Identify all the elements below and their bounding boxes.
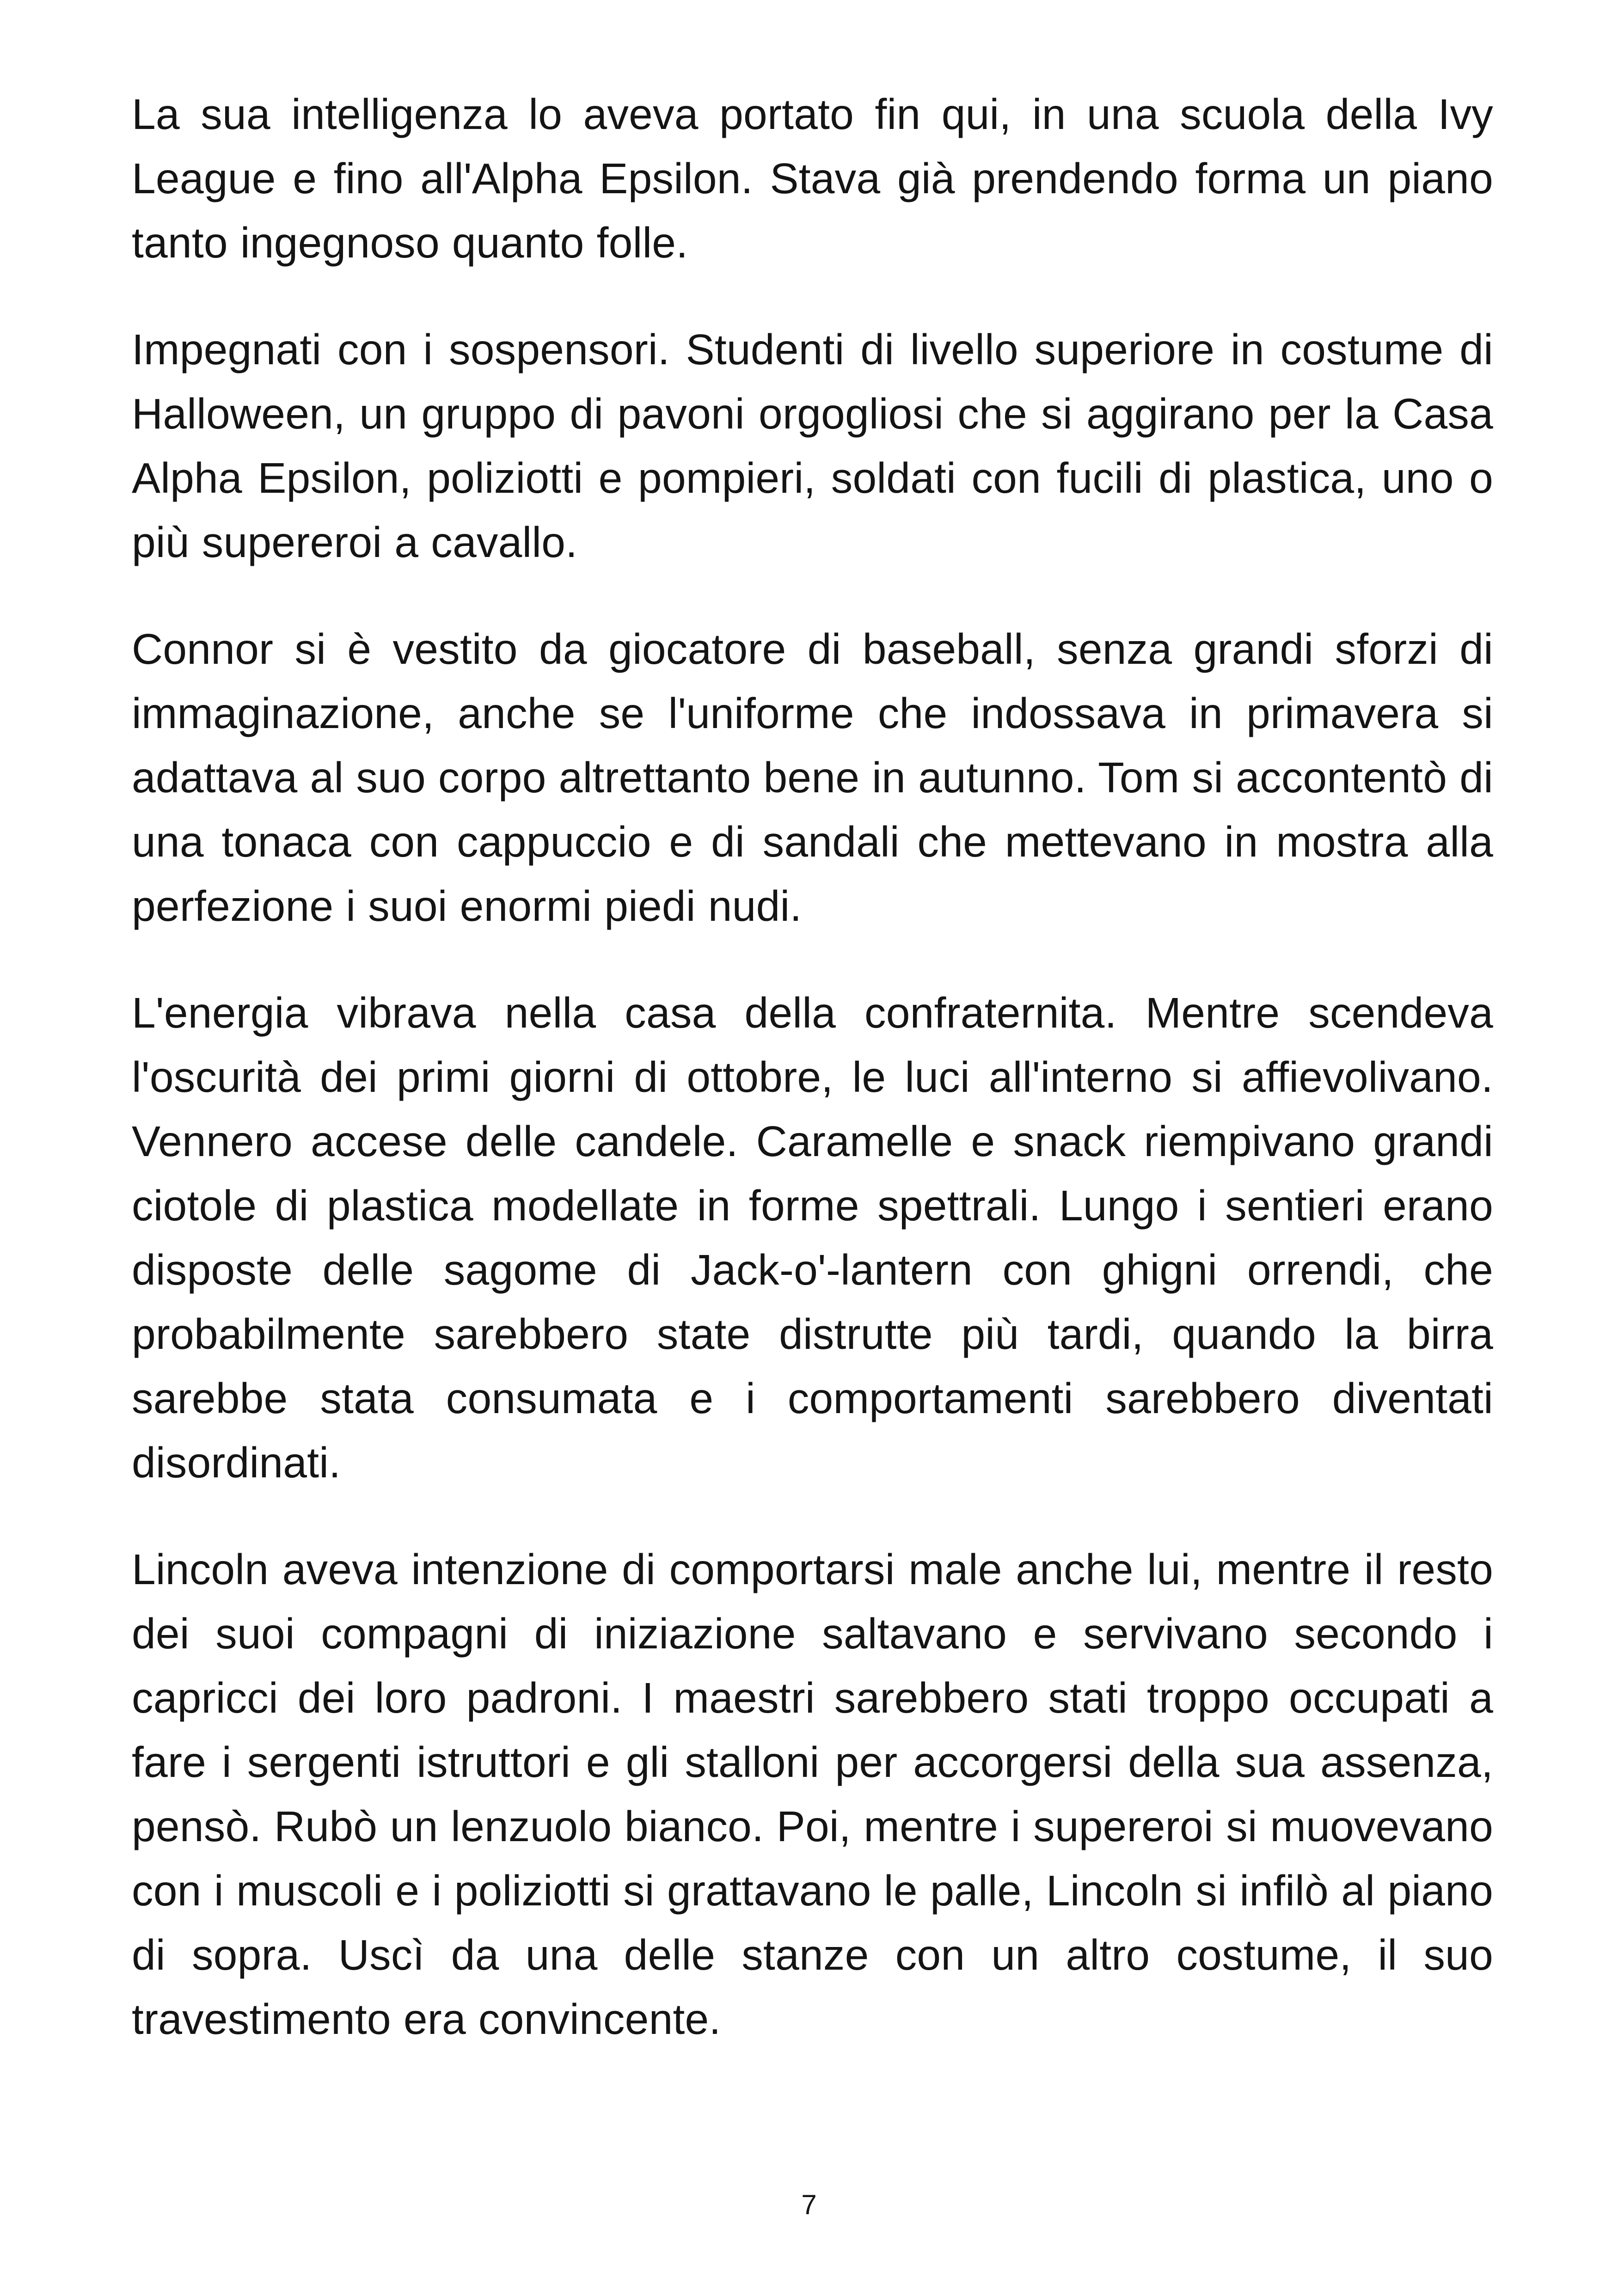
- paragraph-5: Lincoln aveva intenzione di comportarsi male anche lui, mentre il resto dei suoi compagni di iniziazione saltavano e servivano secondo i capricci dei loro padroni. I maestri sarebbero stati troppo occupati a fare i sergenti istruttori e gli stalloni per accorgersi della sua assenza, pensò. Rubò un lenzuolo bianco. Poi, mentre i supereroi si muovevano con i muscoli e i poliziotti si grattavano le palle, Lincoln si infilò al piano di sopra. Uscì da una delle stanze con un altro costume, il suo travestimento era convincente.: [132, 1545, 1493, 2043]
- paragraph-2: Impegnati con i sospensori. Studenti di livello superiore in costume di Halloween, un gruppo di pavoni orgogliosi che si aggirano per la Casa Alpha Epsilon, poliziotti e pompieri, soldati con fucili di plastica, uno o più supereroi a cavallo.: [132, 325, 1493, 566]
- paragraph-4: L'energia vibrava nella casa della confraternita. Mentre scendeva l'oscurità dei primi giorni di ottobre, le luci all'interno si affievolivano. Vennero accese delle candele. Caramelle e snack riempivano grandi ciotole di plastica modellate in forme spettrali. Lungo i sentieri erano disposte delle sagome di Jack-o'-lantern con ghigni orrendi, che probabilmente sarebbero state distrutte più tardi, quando la birra sarebbe stata consumata e i comportamenti sarebbero diventati disordinati.: [132, 989, 1493, 1487]
- page-number: 7: [801, 2189, 817, 2220]
- paragraph-1: La sua intelligenza lo aveva portato fin qui, in una scuola della Ivy League e fino all'Alpha Epsilon. Stava già prendendo forma un piano tanto ingegnoso quanto folle.: [132, 90, 1493, 267]
- paragraph-3: Connor si è vestito da giocatore di baseball, senza grandi sforzi di immaginazione, anche se l'uniforme che indossava in primavera si adattava al suo corpo altrettanto bene in autunno. Tom si accontentò di una tonaca con cappuccio e di sandali che mettevano in mostra alla perfezione i suoi enormi piedi nudi.: [132, 625, 1493, 930]
- page-body: [132, 82, 1493, 2051]
